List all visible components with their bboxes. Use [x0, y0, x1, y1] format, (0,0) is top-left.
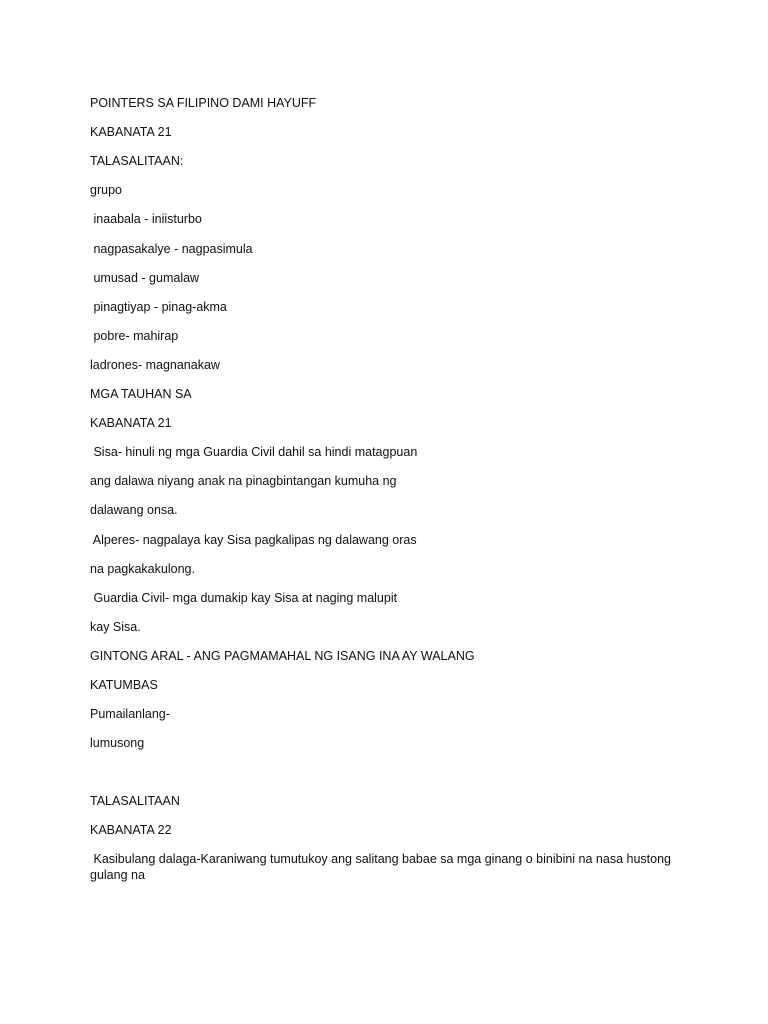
chapter-heading: KABANATA 22 — [90, 823, 172, 837]
lesson-heading: KATUMBAS — [90, 678, 158, 692]
section-heading: MGA TAUHAN SA — [90, 387, 192, 401]
lesson-heading: GINTONG ARAL - ANG PAGMAMAHAL NG ISANG INA AY WALANG — [90, 649, 475, 663]
vocabulary-item: umusad - gumalaw — [90, 271, 200, 285]
section-heading: TALASALITAAN — [90, 794, 180, 808]
section-heading: TALASALITAAN: — [90, 154, 184, 168]
vocabulary-item: pinagtiyap - pinag-akma — [90, 300, 227, 314]
character-description: na pagkakakulong. — [90, 562, 195, 576]
vocabulary-item: pobre- mahirap — [90, 329, 179, 343]
text-line: grupo — [90, 183, 122, 197]
vocabulary-item: lumusong — [90, 736, 145, 750]
character-description: Sisa- hinuli ng mga Guardia Civil dahil sa hindi matagpuan — [90, 445, 418, 459]
vocabulary-item: Kasibulang dalaga-Karaniwang tumutukoy ang salitang babae sa mga ginang o binibini na nasa hustong gulang na — [90, 852, 675, 882]
chapter-heading: KABANATA 21 — [90, 125, 172, 139]
document-title: POINTERS SA FILIPINO DAMI HAYUFF — [90, 96, 317, 110]
vocabulary-item: Pumailanlang- — [90, 707, 170, 721]
vocabulary-item: nagpasakalye - nagpasimula — [90, 242, 253, 256]
vocabulary-item: inaabala - iniisturbo — [90, 212, 202, 226]
chapter-heading: KABANATA 21 — [90, 416, 172, 430]
vocabulary-item: ladrones- magnanakaw — [90, 358, 220, 372]
character-description: Guardia Civil- mga dumakip kay Sisa at naging malupit — [90, 591, 398, 605]
character-description: ang dalawa niyang anak na pinagbintangan kumuha ng — [90, 474, 397, 488]
character-description: kay Sisa. — [90, 620, 141, 634]
character-description: dalawang onsa. — [90, 503, 178, 517]
character-description: Alperes- nagpalaya kay Sisa pagkalipas ng dalawang oras — [90, 533, 417, 547]
